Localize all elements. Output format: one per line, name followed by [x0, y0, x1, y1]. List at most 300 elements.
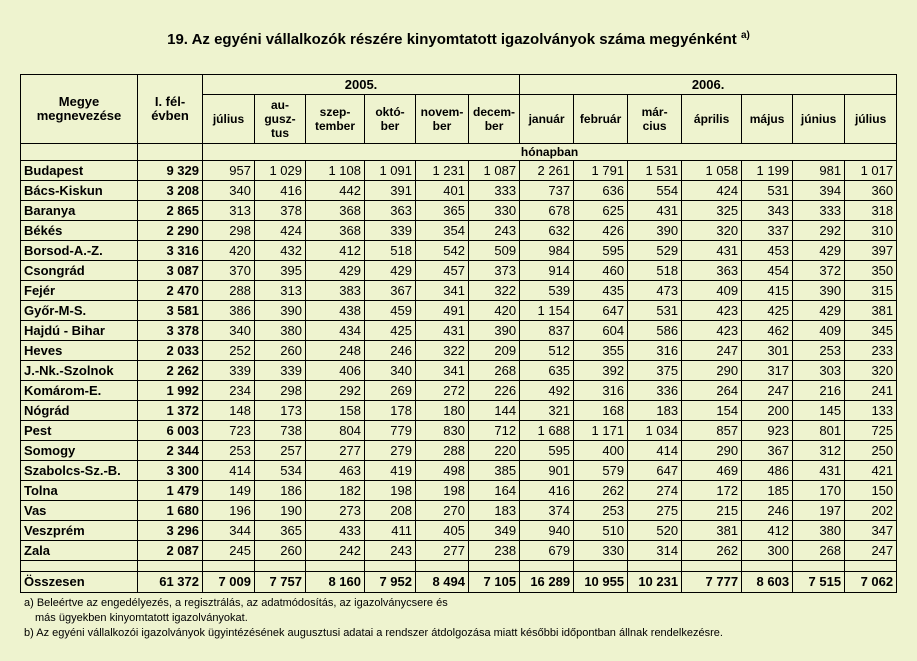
month-value: 242 [306, 541, 365, 561]
month-value: 247 [682, 341, 742, 361]
month-value: 405 [416, 521, 469, 541]
month-header-2006: február [574, 95, 628, 144]
month-value: 292 [793, 221, 845, 241]
month-value: 260 [255, 341, 306, 361]
month-value: 290 [682, 441, 742, 461]
month-value: 2 261 [520, 161, 574, 181]
month-value: 520 [628, 521, 682, 541]
month-value: 355 [574, 341, 628, 361]
month-value: 247 [845, 541, 897, 561]
month-value: 367 [365, 281, 416, 301]
month-value: 339 [203, 361, 255, 381]
month-value: 421 [845, 461, 897, 481]
month-value: 380 [255, 321, 306, 341]
month-value: 632 [520, 221, 574, 241]
month-value: 253 [203, 441, 255, 461]
month-value: 340 [203, 321, 255, 341]
month-value: 460 [574, 261, 628, 281]
month-value: 330 [469, 201, 520, 221]
month-value: 837 [520, 321, 574, 341]
table-row [21, 481, 897, 501]
month-value: 438 [306, 301, 365, 321]
month-value: 339 [365, 221, 416, 241]
month-value: 395 [255, 261, 306, 281]
month-value: 145 [793, 401, 845, 421]
month-value: 186 [255, 481, 306, 501]
county-name: Hajdú - Bihar [21, 321, 138, 341]
month-header-2005: szep-tember [306, 95, 365, 144]
first-half-value: 3 300 [138, 461, 203, 481]
month-value: 164 [469, 481, 520, 501]
month-value: 173 [255, 401, 306, 421]
month-value: 312 [793, 441, 845, 461]
month-value: 510 [574, 521, 628, 541]
month-value: 647 [628, 461, 682, 481]
month-value: 595 [574, 241, 628, 261]
month-value: 957 [203, 161, 255, 181]
month-value: 253 [793, 341, 845, 361]
month-value: 343 [742, 201, 793, 221]
month-value: 264 [682, 381, 742, 401]
month-value: 381 [682, 521, 742, 541]
month-value: 647 [574, 301, 628, 321]
month-value: 678 [520, 201, 574, 221]
month-value: 712 [469, 421, 520, 441]
month-value: 390 [255, 301, 306, 321]
month-value: 172 [682, 481, 742, 501]
month-value: 200 [742, 401, 793, 421]
table-row [21, 461, 897, 481]
county-name: J.-Nk.-Szolnok [21, 361, 138, 381]
county-name: Veszprém [21, 521, 138, 541]
month-value: 1 199 [742, 161, 793, 181]
month-value: 300 [742, 541, 793, 561]
month-value: 243 [469, 221, 520, 241]
month-value: 341 [416, 361, 469, 381]
month-value: 273 [306, 501, 365, 521]
month-value: 738 [255, 421, 306, 441]
county-name: Vas [21, 501, 138, 521]
month-value: 133 [845, 401, 897, 421]
month-value: 554 [628, 181, 682, 201]
month-value: 365 [416, 201, 469, 221]
footnotes [24, 596, 723, 641]
month-value: 390 [469, 321, 520, 341]
month-value: 303 [793, 361, 845, 381]
month-value: 288 [416, 441, 469, 461]
month-value: 314 [628, 541, 682, 561]
month-value: 241 [845, 381, 897, 401]
month-value: 509 [469, 241, 520, 261]
month-value: 394 [793, 181, 845, 201]
month-value: 429 [306, 261, 365, 281]
first-half-value: 2 344 [138, 441, 203, 461]
table-row [21, 161, 897, 181]
month-value: 457 [416, 261, 469, 281]
first-half-value: 3 208 [138, 181, 203, 201]
month-value: 8 494 [416, 572, 469, 593]
month-value: 234 [203, 381, 255, 401]
first-half-value: 2 865 [138, 201, 203, 221]
month-value: 226 [469, 381, 520, 401]
month-value: 914 [520, 261, 574, 281]
month-value: 723 [203, 421, 255, 441]
month-value: 182 [306, 481, 365, 501]
first-half-value: 3 296 [138, 521, 203, 541]
first-half-value: 2 290 [138, 221, 203, 241]
month-value: 257 [255, 441, 306, 461]
month-value: 197 [793, 501, 845, 521]
month-value: 901 [520, 461, 574, 481]
month-value: 442 [306, 181, 365, 201]
month-value: 260 [255, 541, 306, 561]
month-value: 368 [306, 201, 365, 221]
month-value: 341 [416, 281, 469, 301]
month-value: 1 531 [628, 161, 682, 181]
month-value: 391 [365, 181, 416, 201]
month-value: 345 [845, 321, 897, 341]
month-value: 1 154 [520, 301, 574, 321]
month-value: 486 [742, 461, 793, 481]
month-value: 420 [203, 241, 255, 261]
month-value: 390 [793, 281, 845, 301]
month-value: 196 [203, 501, 255, 521]
data-table [20, 74, 897, 593]
month-value: 350 [845, 261, 897, 281]
county-name: Összesen [21, 572, 138, 593]
month-value: 424 [682, 181, 742, 201]
month-value: 1 688 [520, 421, 574, 441]
first-half-header: I. fél-évben [138, 75, 203, 144]
month-value: 246 [365, 341, 416, 361]
month-value: 429 [793, 301, 845, 321]
month-value: 333 [469, 181, 520, 201]
table-row [21, 301, 897, 321]
first-half-value: 1 372 [138, 401, 203, 421]
month-value: 322 [469, 281, 520, 301]
month-header-2006: július [845, 95, 897, 144]
month-value: 595 [520, 441, 574, 461]
month-value: 411 [365, 521, 416, 541]
month-value: 1 034 [628, 421, 682, 441]
month-value: 431 [416, 321, 469, 341]
month-value: 313 [203, 201, 255, 221]
month-value: 268 [469, 361, 520, 381]
month-value: 148 [203, 401, 255, 421]
month-value: 320 [845, 361, 897, 381]
month-value: 984 [520, 241, 574, 261]
month-value: 1 791 [574, 161, 628, 181]
table-row [21, 241, 897, 261]
table-row [21, 321, 897, 341]
month-value: 424 [255, 221, 306, 241]
month-value: 238 [469, 541, 520, 561]
month-value: 383 [306, 281, 365, 301]
month-value: 1 017 [845, 161, 897, 181]
first-half-value: 3 316 [138, 241, 203, 261]
month-value: 579 [574, 461, 628, 481]
month-value: 414 [628, 441, 682, 461]
month-value: 315 [845, 281, 897, 301]
first-half-value: 3 378 [138, 321, 203, 341]
month-value: 10 231 [628, 572, 682, 593]
first-half-value: 2 033 [138, 341, 203, 361]
month-value: 243 [365, 541, 416, 561]
unit-header: hónapban [203, 144, 897, 161]
county-name: Fejér [21, 281, 138, 301]
page-title: 19. Az egyéni vállalkozók részére kinyomtatott igazolványok száma megyénként $^{a)}$ [167, 30, 750, 48]
month-value: 392 [574, 361, 628, 381]
month-header-2005: novem-ber [416, 95, 469, 144]
month-value: 363 [682, 261, 742, 281]
month-value: 435 [574, 281, 628, 301]
month-header-2005: decem-ber [469, 95, 520, 144]
month-value: 801 [793, 421, 845, 441]
county-name: Komárom-E. [21, 381, 138, 401]
month-value: 454 [742, 261, 793, 281]
month-value: 625 [574, 201, 628, 221]
month-value: 433 [306, 521, 365, 541]
month-value: 737 [520, 181, 574, 201]
month-value: 321 [520, 401, 574, 421]
month-value: 981 [793, 161, 845, 181]
month-value: 208 [365, 501, 416, 521]
month-value: 462 [742, 321, 793, 341]
table-row [21, 341, 897, 361]
month-value: 178 [365, 401, 416, 421]
month-value: 168 [574, 401, 628, 421]
month-value: 1 091 [365, 161, 416, 181]
month-value: 183 [628, 401, 682, 421]
month-value: 272 [416, 381, 469, 401]
table-row [21, 181, 897, 201]
month-value: 316 [628, 341, 682, 361]
month-value: 414 [203, 461, 255, 481]
first-half-value: 2 262 [138, 361, 203, 381]
month-value: 416 [520, 481, 574, 501]
month-value: 220 [469, 441, 520, 461]
county-name: Bács-Kiskun [21, 181, 138, 201]
county-name: Csongrád [21, 261, 138, 281]
month-value: 1 058 [682, 161, 742, 181]
county-name: Tolna [21, 481, 138, 501]
table-row [21, 541, 897, 561]
month-value: 419 [365, 461, 416, 481]
month-value: 473 [628, 281, 682, 301]
month-value: 344 [203, 521, 255, 541]
month-value: 320 [682, 221, 742, 241]
county-name: Heves [21, 341, 138, 361]
month-value: 262 [682, 541, 742, 561]
month-value: 636 [574, 181, 628, 201]
total-row [21, 572, 897, 593]
month-value: 252 [203, 341, 255, 361]
month-value: 492 [520, 381, 574, 401]
month-value: 7 777 [682, 572, 742, 593]
month-value: 349 [469, 521, 520, 541]
month-value: 1 171 [574, 421, 628, 441]
year-2005-header: 2005. [203, 75, 520, 95]
month-value: 1 087 [469, 161, 520, 181]
month-value: 412 [742, 521, 793, 541]
month-value: 857 [682, 421, 742, 441]
month-value: 262 [574, 481, 628, 501]
month-value: 158 [306, 401, 365, 421]
month-value: 8 160 [306, 572, 365, 593]
month-value: 316 [574, 381, 628, 401]
first-half-value: 6 003 [138, 421, 203, 441]
month-value: 431 [793, 461, 845, 481]
month-value: 8 603 [742, 572, 793, 593]
footnote-a-line1: a) Beleértve az engedélyezés, a regisztrálás, az adatmódosítás, az igazolványcsere és [24, 597, 448, 609]
month-value: 586 [628, 321, 682, 341]
month-value: 531 [742, 181, 793, 201]
month-value: 216 [793, 381, 845, 401]
county-name: Pest [21, 421, 138, 441]
month-value: 313 [255, 281, 306, 301]
month-header-2005: októ-ber [365, 95, 416, 144]
month-value: 7 062 [845, 572, 897, 593]
month-value: 330 [574, 541, 628, 561]
month-value: 1 029 [255, 161, 306, 181]
county-name: Nógrád [21, 401, 138, 421]
month-value: 400 [574, 441, 628, 461]
month-value: 185 [742, 481, 793, 501]
month-header-2005: au-gusz-tus [255, 95, 306, 144]
month-value: 247 [742, 381, 793, 401]
month-value: 275 [628, 501, 682, 521]
month-value: 292 [306, 381, 365, 401]
month-value: 380 [793, 521, 845, 541]
county-name: Győr-M-S. [21, 301, 138, 321]
month-value: 425 [742, 301, 793, 321]
month-value: 170 [793, 481, 845, 501]
month-value: 429 [793, 241, 845, 261]
month-value: 288 [203, 281, 255, 301]
table-row [21, 281, 897, 301]
year-2006-header: 2006. [520, 75, 897, 95]
month-value: 250 [845, 441, 897, 461]
month-header-2006: április [682, 95, 742, 144]
month-value: 180 [416, 401, 469, 421]
table-row [21, 361, 897, 381]
table-row [21, 381, 897, 401]
month-value: 1 108 [306, 161, 365, 181]
first-half-value: 3 581 [138, 301, 203, 321]
month-value: 804 [306, 421, 365, 441]
month-value: 420 [469, 301, 520, 321]
footnote-b: b) Az egyéni vállalkozói igazolványok ügyintézésének augusztusi adatai a rendszer átdolgozása miatt későbbi időpontban állnak rendelkezésre. [24, 627, 723, 639]
month-value: 340 [365, 361, 416, 381]
month-value: 373 [469, 261, 520, 281]
month-value: 381 [845, 301, 897, 321]
month-header-2005: július [203, 95, 255, 144]
table-row [21, 221, 897, 241]
county-name: Békés [21, 221, 138, 241]
month-value: 209 [469, 341, 520, 361]
footnote-a-line2: más ügyekben kinyomtatott igazolványokat. [35, 612, 248, 624]
month-value: 539 [520, 281, 574, 301]
month-value: 604 [574, 321, 628, 341]
month-value: 253 [574, 501, 628, 521]
month-value: 463 [306, 461, 365, 481]
month-value: 190 [255, 501, 306, 521]
month-value: 401 [416, 181, 469, 201]
month-value: 149 [203, 481, 255, 501]
month-value: 318 [845, 201, 897, 221]
table-row [21, 201, 897, 221]
month-value: 432 [255, 241, 306, 261]
month-value: 518 [628, 261, 682, 281]
first-half-value: 9 329 [138, 161, 203, 181]
month-value: 10 955 [574, 572, 628, 593]
month-value: 279 [365, 441, 416, 461]
month-value: 531 [628, 301, 682, 321]
month-value: 453 [742, 241, 793, 261]
county-name: Baranya [21, 201, 138, 221]
month-value: 378 [255, 201, 306, 221]
month-value: 375 [628, 361, 682, 381]
month-value: 397 [845, 241, 897, 261]
month-value: 779 [365, 421, 416, 441]
month-header-2006: május [742, 95, 793, 144]
month-value: 429 [365, 261, 416, 281]
month-value: 198 [416, 481, 469, 501]
month-value: 183 [469, 501, 520, 521]
month-value: 202 [845, 501, 897, 521]
table-row [21, 441, 897, 461]
month-value: 298 [203, 221, 255, 241]
county-name: Szabolcs-Sz.-B. [21, 461, 138, 481]
month-value: 370 [203, 261, 255, 281]
month-value: 301 [742, 341, 793, 361]
month-value: 347 [845, 521, 897, 541]
month-value: 7 009 [203, 572, 255, 593]
month-value: 150 [845, 481, 897, 501]
month-value: 354 [416, 221, 469, 241]
month-value: 340 [203, 181, 255, 201]
month-value: 1 231 [416, 161, 469, 181]
month-value: 339 [255, 361, 306, 381]
month-value: 679 [520, 541, 574, 561]
month-value: 270 [416, 501, 469, 521]
month-value: 154 [682, 401, 742, 421]
month-value: 7 515 [793, 572, 845, 593]
month-value: 269 [365, 381, 416, 401]
month-value: 406 [306, 361, 365, 381]
month-value: 365 [255, 521, 306, 541]
county-header: Megye megnevezése [21, 75, 138, 144]
month-value: 386 [203, 301, 255, 321]
month-value: 431 [682, 241, 742, 261]
month-value: 459 [365, 301, 416, 321]
month-value: 233 [845, 341, 897, 361]
month-header-2006: már-cius [628, 95, 682, 144]
month-value: 298 [255, 381, 306, 401]
month-value: 491 [416, 301, 469, 321]
month-value: 317 [742, 361, 793, 381]
month-value: 512 [520, 341, 574, 361]
month-value: 310 [845, 221, 897, 241]
month-header-2006: június [793, 95, 845, 144]
first-half-value: 1 479 [138, 481, 203, 501]
table-row [21, 421, 897, 441]
month-value: 412 [306, 241, 365, 261]
month-value: 337 [742, 221, 793, 241]
month-value: 830 [416, 421, 469, 441]
month-value: 290 [682, 361, 742, 381]
month-value: 725 [845, 421, 897, 441]
